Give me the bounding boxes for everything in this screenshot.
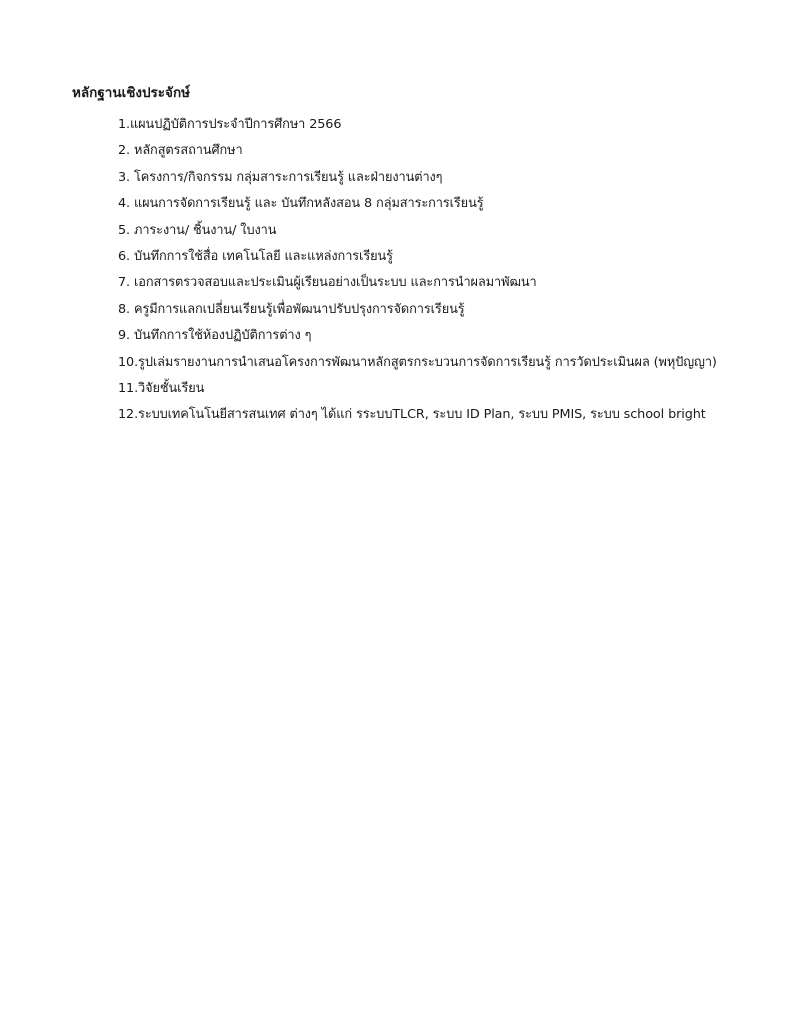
evidence-list bbox=[118, 116, 717, 433]
evidence-heading: หลักฐานเชิงประจักษ์ bbox=[72, 85, 191, 101]
evidence-item-3: 3. โครงการ/กิจกรรม กลุ่มสาระการเรียนรู้ และฝ่ายงานต่างๆ bbox=[118, 169, 443, 185]
evidence-item-10: 10.รูปเล่มรายงานการนำเสนอโครงการพัฒนาหลักสูตรกระบวนการจัดการเรียนรู้ การวัดประเมินผล (พหุปัญญา) bbox=[118, 354, 717, 370]
evidence-item-8: 8. ครูมีการแลกเปลี่ยนเรียนรู้เพื่อพัฒนาปรับปรุงการจัดการเรียนรู้ bbox=[118, 301, 465, 317]
evidence-item-9: 9. บันทึกการใช้ห้องปฏิบัติการต่าง ๆ bbox=[118, 328, 312, 344]
evidence-item-5: 5. ภาระงาน/ ชิ้นงาน/ ใบงาน bbox=[118, 222, 277, 238]
evidence-item-11: 11.วิจัยชั้นเรียน bbox=[118, 380, 205, 396]
evidence-item-6: 6. บันทึกการใช้สื่อ เทคโนโลยี และแหล่งการเรียนรู้ bbox=[118, 248, 393, 264]
evidence-item-7: 7. เอกสารตรวจสอบและประเมินผู้เรียนอย่างเป็นระบบ และการนำผลมาพัฒนา bbox=[118, 275, 537, 291]
evidence-item-2: 2. หลักสูตรสถานศึกษา bbox=[118, 143, 243, 159]
evidence-item-4: 4. แผนการจัดการเรียนรู้ และ บันทึกหลังสอน 8 กลุ่มสาระการเรียนรู้ bbox=[118, 196, 484, 212]
evidence-item-1: 1.แผนปฏิบัติการประจำปีการศึกษา 2566 bbox=[118, 117, 342, 132]
evidence-item-12: 12.ระบบเทคโนโนยีสารสนเทศ ต่างๆ ได้แก่ รระบบTLCR, ระบบ ID Plan, ระบบ PMIS, ระบบ school bright bbox=[118, 407, 706, 423]
